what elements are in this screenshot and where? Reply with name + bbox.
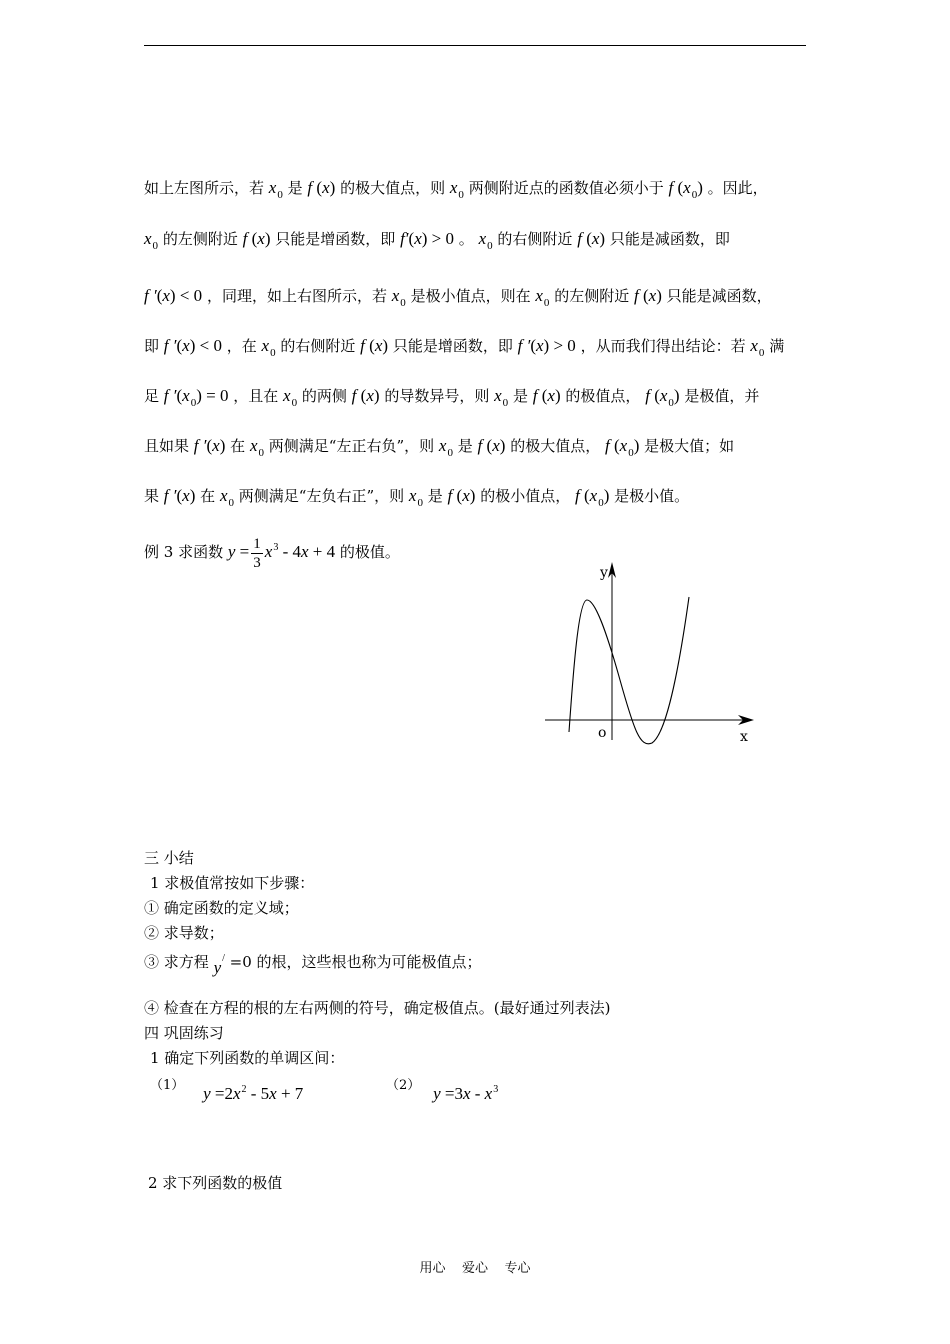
math-x0: $x_0$ bbox=[283, 386, 298, 409]
paragraph-line-1: 如上左图所示，若 $x_0$ 是 f (x) 的极大值点，则 $x_0$ 两侧附近点的函数值必须小于 f $(x_0)$ 。因此， bbox=[144, 178, 768, 201]
function-curve bbox=[569, 597, 689, 744]
summary-step-1: ① 确定函数的定义域； bbox=[144, 899, 299, 917]
math-fprime-gt-0: f ′(x) > 0 bbox=[517, 336, 576, 355]
practice-question-2: 2 求下列函数的极值 bbox=[148, 1174, 283, 1192]
page-footer: 用心 爱心 专心 bbox=[419, 1261, 531, 1276]
math-x0: $x_0$ bbox=[535, 286, 550, 309]
math-x0: $x_0$ bbox=[438, 436, 453, 459]
summary-step-3: ③ 求方程 y/ =0 的根，这些根也称为可能极值点； bbox=[144, 953, 482, 977]
math-fx0: f $(x_0)$ bbox=[575, 486, 610, 509]
math-fprime-x: f ′(x) bbox=[193, 436, 226, 455]
math-fx: f (x) bbox=[360, 336, 389, 355]
paragraph-line-4: 即 f ′(x) < 0 ，在 $x_0$ 的右侧附近 f (x) 只能是增函数，即 f ′(x) > 0 ，从而我们得出结论：若 $x_0$ 满 bbox=[144, 336, 785, 359]
math-x0: $x_0$ bbox=[494, 386, 509, 409]
x-axis-label: x bbox=[740, 729, 748, 745]
math-x0: $x_0$ bbox=[261, 336, 276, 359]
summary-heading: 三 小结 bbox=[144, 849, 194, 867]
math-x0: $x_0$ bbox=[750, 336, 765, 359]
practice-problem-2: （2） $y =3x - x^3$ bbox=[386, 1078, 499, 1103]
summary-step-4: ④ 检查在方程的根的左右两侧的符号，确定极值点。(最好通过列表法) bbox=[144, 999, 611, 1017]
math-problem-1: $y =2x^2 - 5x + 7$ bbox=[203, 1084, 304, 1103]
math-x0: $x_0$ bbox=[408, 486, 423, 509]
math-x0: $x_0$ bbox=[478, 229, 493, 252]
math-fx0: f $(x_0)$ bbox=[668, 178, 703, 201]
paragraph-line-3: f ′(x) < 0 ，同理，如上右图所示，若 $x_0$ 是极小值点，则在 $x_0$ 的左侧附近 f (x) 只能是减函数， bbox=[144, 286, 772, 309]
math-fx: f (x) bbox=[477, 436, 506, 455]
math-x0: $x_0$ bbox=[219, 486, 235, 509]
math-x0: $x_0$ bbox=[391, 286, 406, 309]
math-fx: f (x) bbox=[307, 178, 336, 197]
math-fx: f (x) bbox=[634, 286, 662, 305]
y-axis-label: y bbox=[600, 565, 608, 581]
math-fx: f (x) bbox=[577, 229, 606, 248]
math-x0: $x_0$ bbox=[249, 436, 265, 459]
math-fprime-gt-0: f′(x) > 0 bbox=[400, 229, 454, 248]
example-3: 例 3 求函数 y = $\frac{1}{3}$ $x^3 - 4x + 4$ 的极值。 bbox=[144, 535, 400, 571]
summary-step-2: ② 求导数； bbox=[144, 924, 224, 942]
math-fprime-lt-0: f ′(x) < 0 bbox=[144, 286, 203, 305]
math-y-prime: y/ bbox=[213, 953, 225, 977]
paragraph-line-2: $x_0$ 的左侧附近 f (x) 只能是增函数，即 f′(x) > 0 。 $x_0$ 的右侧附近 f (x) 只能是减函数，即 bbox=[144, 229, 730, 252]
math-example-function: y = $\frac{1}{3}$ $x^3 - 4x + 4$ bbox=[227, 535, 336, 571]
practice-problem-1: （1） $y =2x^2 - 5x + 7$ bbox=[150, 1078, 304, 1103]
math-fx: f (x) bbox=[447, 486, 476, 505]
cubic-function-graph bbox=[540, 560, 760, 750]
math-problem-2: $y =3x - x^3$ bbox=[433, 1084, 499, 1103]
paragraph-line-5: 足 f $'(x_0) = 0$ ，且在 $x_0$ 的两侧 f (x) 的导数异号，则 $x_0$ 是 f (x) 的极值点， f $(x_0)$ 是极值，并 bbox=[144, 386, 760, 409]
math-fx0: f $(x_0)$ bbox=[605, 436, 640, 459]
origin-label: o bbox=[598, 725, 607, 741]
math-fprime-x: f ′(x) bbox=[163, 486, 196, 505]
summary-intro: 1 求极值常按如下步骤： bbox=[150, 874, 315, 892]
math-fx: f (x) bbox=[532, 386, 561, 405]
math-fx: f (x) bbox=[242, 229, 271, 248]
paragraph-line-7: 果 f ′(x) 在 $x_0$ 两侧满足“左负右正”，则 $x_0$ 是 f (x) 的极小值点， f $(x_0)$ 是极小值。 bbox=[144, 486, 690, 509]
math-fprime-lt-0: f ′(x) < 0 bbox=[163, 336, 222, 355]
math-fprime-x0-eq-0: f $'(x_0) = 0$ bbox=[163, 386, 229, 409]
header-rule bbox=[144, 45, 806, 46]
math-fx0: f $(x_0)$ bbox=[645, 386, 680, 409]
math-x0: $x_0$ bbox=[144, 229, 159, 252]
math-fx: f (x) bbox=[351, 386, 380, 405]
practice-heading: 四 巩固练习 bbox=[144, 1024, 224, 1042]
practice-question-1: 1 确定下列函数的单调区间： bbox=[150, 1049, 345, 1067]
math-x0: $x_0$ bbox=[449, 178, 464, 201]
math-x0: $x_0$ bbox=[268, 178, 283, 201]
paragraph-line-6: 且如果 f ′(x) 在 $x_0$ 两侧满足“左正右负”，则 $x_0$ 是 f (x) 的极大值点， f $(x_0)$ 是极大值；如 bbox=[144, 436, 735, 459]
